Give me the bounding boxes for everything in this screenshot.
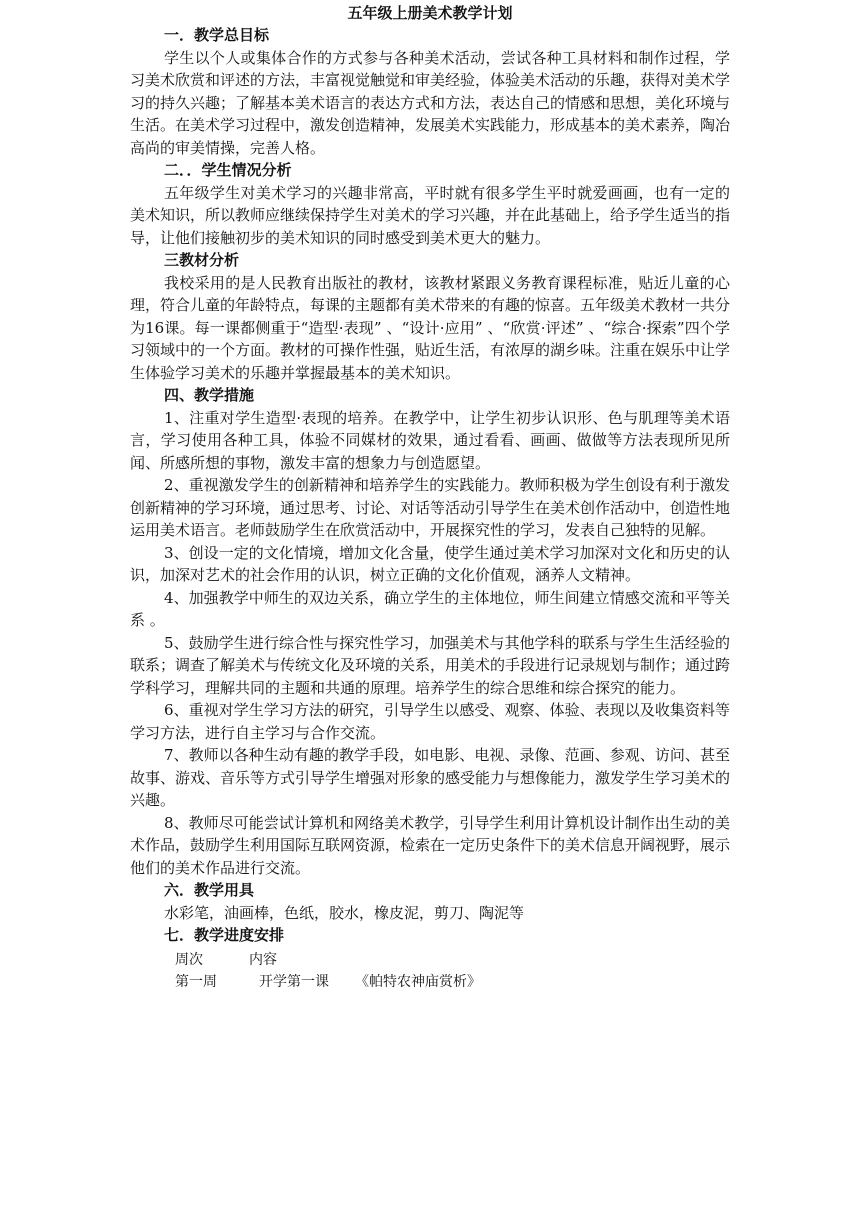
schedule-cell-lesson: 开学第一课 <box>259 973 329 990</box>
paragraph: 6、重视对学生学习方法的研究，引导学生以感受、观察、体验、表现以及收集资料等学习方法，进行自主学习与合作交流。 <box>130 701 730 742</box>
schedule-cell-topic: 《帕特农神庙赏析》 <box>355 973 481 990</box>
section-heading: 一．教学总目标 <box>164 26 270 44</box>
materials-list: 水彩笔，油画棒，色纸，胶水，橡皮泥，剪刀、陶泥等 <box>164 903 525 922</box>
section-heading: 七．教学进度安排 <box>164 926 285 944</box>
schedule-cell-week: 第一周 <box>175 973 217 990</box>
paragraph: 8、教师尽可能尝试计算机和网络美术教学，引导学生利用计算机设计制作出生动的美术作品，鼓励学生利用国际互联网资源，检索在一定历史条件下的美术信息开阔视野，展示他们的美术作品进行交流。 <box>130 813 731 877</box>
paragraph: 我校采用的是人民教育出版社的教材，该教材紧跟义务教育课程标准，贴近儿童的心理，符合儿童的年龄特点，每课的主题都有美术带来的有趣的惊喜。五年级美术教材一共分为16课。每一课都侧重于“造型·表现” 、“设计·应用” 、“欣赏·评述” 、“综合·探索”四个学习领域中的一个方面。教材的可操作性强，贴近生活，有浓厚的湖乡味。注重在娱乐中让学生体验学习美术的乐趣并掌握最基本的美术知识。 <box>130 273 731 382</box>
paragraph: 7、教师以各种生动有趣的教学手段，如电影、电视、录像、范画、参观、访问、甚至故事、游戏、音乐等方式引导学生增强对形象的感受能力与想像能力，激发学生学习美术的兴趣。 <box>130 746 731 809</box>
section-heading: 二．．学生情况分析 <box>164 161 292 179</box>
schedule-header-week: 周次 <box>175 951 203 968</box>
paragraph: 1、注重对学生造型·表现的培养。在教学中，让学生初步认识形、色与肌理等美术语言，学习使用各种工具，体验不同媒材的效果，通过看看、画画、做做等方法表现所见所闻、所感所想的事物，激发丰富的想象力与创造愿望。 <box>130 408 730 472</box>
paragraph: 学生以个人或集体合作的方式参与各种美术活动，尝试各种工具材料和制作过程，学习美术欣赏和评述的方法，丰富视觉触觉和审美经验，体验美术活动的乐趣，获得对美术学习的持久兴趣；了解基本美术语言的表达方式和方法，表达自己的情感和思想，美化环境与生活。在美术学习过程中，激发创造精神，发展美术实践能力，形成基本的美术素养，陶冶高尚的审美情操，完善人格。 <box>130 48 731 157</box>
paragraph: 3、创设一定的文化情境，增加文化含量，使学生通过美术学习加深对文化和历史的认识，加深对艺术的社会作用的认识，树立正确的文化价值观，涵养人文精神。 <box>130 543 730 584</box>
schedule-table <box>130 949 730 993</box>
paragraph: 2、重视激发学生的创新精神和培养学生的实践能力。教师积极为学生创设有利于激发创新精神的学习环境，通过思考、讨论、对话等活动引导学生在美术创作活动中，创造性地运用美术语言。老师鼓励学生在欣赏活动中，开展探究性的学习，发表自己独特的见解。 <box>130 476 731 539</box>
paragraph: 5、鼓励学生进行综合性与探究性学习，加强美术与其他学科的联系与学生生活经验的联系；调查了解美术与传统文化及环境的关系，用美术的手段进行记录规划与制作；通过跨学科学习，理解共同的主题和共通的原理。培养学生的综合思维和综合探究的能力。 <box>130 633 731 697</box>
section-heading: 六．教学用具 <box>164 881 255 899</box>
schedule-header-row <box>130 949 730 971</box>
schedule-row <box>130 971 730 993</box>
paragraph: 五年级学生对美术学习的兴趣非常高，平时就有很多学生平时就爱画画，也有一定的美术知识，所以教师应继续保持学生对美术的学习兴趣，并在此基础上，给予学生适当的指导，让他们接触初步的美术知识的同时感受到美术更大的魅力。 <box>130 183 731 247</box>
section-heading: 四、教学措施 <box>164 386 255 404</box>
document-body <box>130 24 730 993</box>
paragraph: 4、加强教学中师生的双边关系，确立学生的主体地位，师生间建立情感交流和平等关系 。 <box>130 588 730 629</box>
document-title: 五年级上册美术教学计划 <box>347 4 513 22</box>
schedule-header-content: 内容 <box>249 951 277 968</box>
section-heading: 三教材分析 <box>164 251 240 269</box>
